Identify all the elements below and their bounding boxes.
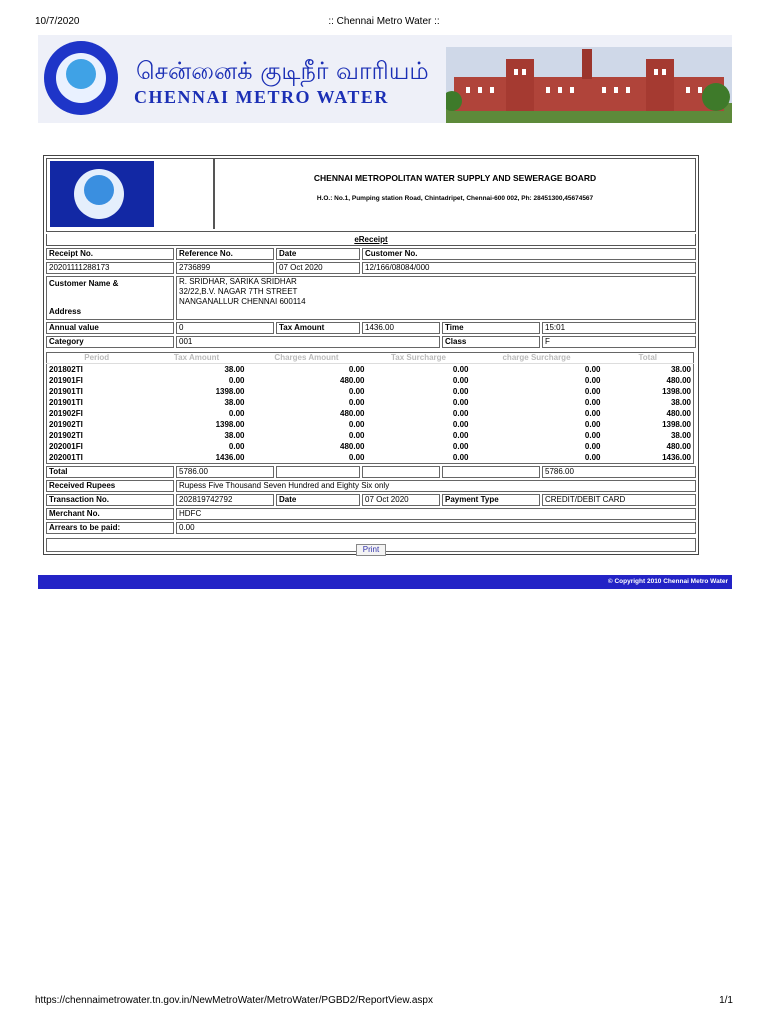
amount-cell: 38.00 xyxy=(224,398,245,407)
amount-cell: 0.00 xyxy=(452,453,469,462)
amount-cell: 0.00 xyxy=(584,376,601,385)
banner-english-title: CHENNAI METRO WATER xyxy=(134,87,389,107)
amount-cell: 38.00 xyxy=(670,365,691,374)
amount-cell: 480.00 xyxy=(666,442,691,451)
amount-cell: 0.00 xyxy=(452,420,469,429)
site-footer xyxy=(38,575,732,589)
amount-cell: 0.00 xyxy=(348,398,365,407)
amount-cell: 0.00 xyxy=(348,431,365,440)
period-cell: 201902TI xyxy=(49,431,83,440)
amount-cell: 480.00 xyxy=(340,409,365,418)
value-transaction-no: 202819742792 xyxy=(176,494,274,506)
amount-cell: 1398.00 xyxy=(662,387,691,396)
board-logo-icon xyxy=(50,161,154,227)
column-header: Charges Amount xyxy=(247,353,367,364)
value-payment-type: CREDIT/DEBIT CARD xyxy=(542,494,696,506)
charges-table xyxy=(46,352,694,464)
value-customer-no: 12/166/08084/000 xyxy=(362,262,696,274)
column-header: Total xyxy=(603,353,694,364)
value-category: 001 xyxy=(176,336,440,348)
table-row xyxy=(47,408,694,419)
board-name: CHENNAI METROPOLITAN WATER SUPPLY AND SEWERAGE BOARD xyxy=(313,173,597,183)
table-row xyxy=(47,364,694,376)
receipt-details-bottom xyxy=(44,464,698,536)
value-date: 07 Oct 2020 xyxy=(276,262,360,274)
label-received-rupees: Received Rupees xyxy=(46,480,174,492)
label-arrears: Arrears to be paid: xyxy=(46,522,174,534)
amount-cell: 0.00 xyxy=(228,376,245,385)
amount-cell: 0.00 xyxy=(452,365,469,374)
amount-cell: 480.00 xyxy=(340,376,365,385)
period-cell: 201902TI xyxy=(49,420,83,429)
metro-water-logo-icon xyxy=(44,41,118,115)
amount-cell: 0.00 xyxy=(452,376,469,385)
period-cell: 201901FI xyxy=(49,376,83,385)
value-received-rupees: Rupess Five Thousand Seven Hundred and Eighty Six only xyxy=(176,480,696,492)
amount-cell: 1398.00 xyxy=(215,420,245,429)
amount-cell: 38.00 xyxy=(224,365,245,374)
value-receipt-no: 20201111288173 xyxy=(46,262,174,274)
value-merchant-no: HDFC xyxy=(176,508,696,520)
amount-cell: 1436.00 xyxy=(215,453,245,462)
amount-cell: 480.00 xyxy=(340,442,365,451)
label-transaction-no: Transaction No. xyxy=(46,494,174,506)
amount-cell: 0.00 xyxy=(584,398,601,407)
amount-cell: 0.00 xyxy=(452,431,469,440)
table-row xyxy=(47,375,694,386)
amount-cell: 0.00 xyxy=(584,420,601,429)
column-header: Tax Surcharge xyxy=(367,353,471,364)
amount-cell: 1436.00 xyxy=(662,453,691,462)
amount-cell: 0.00 xyxy=(348,453,365,462)
label-annual-value: Annual value xyxy=(46,322,174,334)
label-date: Date xyxy=(276,248,360,260)
amount-cell: 0.00 xyxy=(584,442,601,451)
label-address: Address xyxy=(49,307,82,316)
label-receipt-no: Receipt No. xyxy=(46,248,174,260)
label-customer-no: Customer No. xyxy=(362,248,696,260)
print-url: https://chennaimetrowater.tn.gov.in/NewMetroWater/MetroWater/PGBD2/ReportView.aspx xyxy=(35,995,433,1006)
amount-cell: 0.00 xyxy=(348,420,365,429)
amount-cell: 0.00 xyxy=(348,387,365,396)
table-row xyxy=(47,386,694,397)
amount-cell: 0.00 xyxy=(452,409,469,418)
amount-cell: 38.00 xyxy=(670,398,691,407)
value-annual-value: 0 xyxy=(176,322,274,334)
value-arrears: 0.00 xyxy=(176,522,696,534)
amount-cell: 38.00 xyxy=(670,431,691,440)
amount-cell: 0.00 xyxy=(584,431,601,440)
table-row xyxy=(47,441,694,452)
print-date: 10/7/2020 xyxy=(35,16,80,27)
amount-cell: 0.00 xyxy=(584,409,601,418)
label-customer-name: Customer Name & xyxy=(49,279,119,288)
value-txn-date: 07 Oct 2020 xyxy=(362,494,440,506)
label-customer-name-address xyxy=(46,276,174,320)
receipt-details-top xyxy=(44,246,698,350)
period-cell: 201901TI xyxy=(49,398,83,407)
period-cell: 201901TI xyxy=(49,387,83,396)
copyright-text: © Copyright 2010 Chennai Metro Water xyxy=(607,578,728,585)
column-header: charge Surcharge xyxy=(471,353,603,364)
value-reference-no: 2736899 xyxy=(176,262,274,274)
amount-cell: 480.00 xyxy=(666,376,691,385)
customer-address-line2: NANGANALLUR CHENNAI 600114 xyxy=(179,297,306,306)
table-row xyxy=(47,452,694,464)
amount-cell: 1398.00 xyxy=(215,387,245,396)
amount-cell: 38.00 xyxy=(224,431,245,440)
value-tax-amount: 1436.00 xyxy=(362,322,440,334)
customer-address-line1: 32/22,B.V. NAGAR 7TH STREET xyxy=(179,287,298,296)
amount-cell: 480.00 xyxy=(666,409,691,418)
period-cell: 201802TI xyxy=(49,365,83,374)
label-category: Category xyxy=(46,336,174,348)
column-header: Tax Amount xyxy=(147,353,247,364)
label-total: Total xyxy=(46,466,174,478)
print-title: :: Chennai Metro Water :: xyxy=(328,16,440,27)
table-row xyxy=(47,397,694,408)
value-total-right: 5786.00 xyxy=(542,466,696,478)
ereceipt-title: eReceipt xyxy=(46,234,696,246)
period-cell: 202001FI xyxy=(49,442,83,451)
print-row xyxy=(46,538,696,552)
building-image xyxy=(446,47,732,123)
label-txn-date: Date xyxy=(276,494,360,506)
amount-cell: 0.00 xyxy=(584,365,601,374)
amount-cell: 0.00 xyxy=(452,398,469,407)
period-cell: 202001TI xyxy=(49,453,83,462)
amount-cell: 1398.00 xyxy=(662,420,691,429)
customer-name: R. SRIDHAR, SARIKA SRIDHAR xyxy=(179,277,297,286)
print-page-number: 1/1 xyxy=(719,995,733,1006)
value-class: F xyxy=(542,336,696,348)
value-total: 5786.00 xyxy=(176,466,274,478)
print-button[interactable]: Print xyxy=(356,544,386,556)
label-class: Class xyxy=(442,336,540,348)
label-payment-type: Payment Type xyxy=(442,494,540,506)
amount-cell: 0.00 xyxy=(584,387,601,396)
amount-cell: 0.00 xyxy=(452,442,469,451)
value-customer-name-address xyxy=(176,276,696,320)
label-tax-amount: Tax Amount xyxy=(276,322,360,334)
period-cell: 201902FI xyxy=(49,409,83,418)
amount-cell: 0.00 xyxy=(348,365,365,374)
value-time: 15:01 xyxy=(542,322,696,334)
amount-cell: 0.00 xyxy=(452,387,469,396)
ereceipt-panel xyxy=(43,155,699,555)
site-banner xyxy=(38,35,732,123)
board-address: H.O.: No.1, Pumping station Road, Chintadripet, Chennai-600 002, Ph: 28451300,45674567 xyxy=(316,195,594,202)
amount-cell: 0.00 xyxy=(228,409,245,418)
column-header: Period xyxy=(47,353,147,364)
table-row xyxy=(47,419,694,430)
amount-cell: 0.00 xyxy=(228,442,245,451)
label-time: Time xyxy=(442,322,540,334)
label-merchant-no: Merchant No. xyxy=(46,508,174,520)
label-reference-no: Reference No. xyxy=(176,248,274,260)
table-row xyxy=(47,430,694,441)
amount-cell: 0.00 xyxy=(584,453,601,462)
receipt-header xyxy=(46,158,696,232)
banner-tamil-title: சென்னைக் குடிநீர் வாரியம் xyxy=(136,57,429,85)
